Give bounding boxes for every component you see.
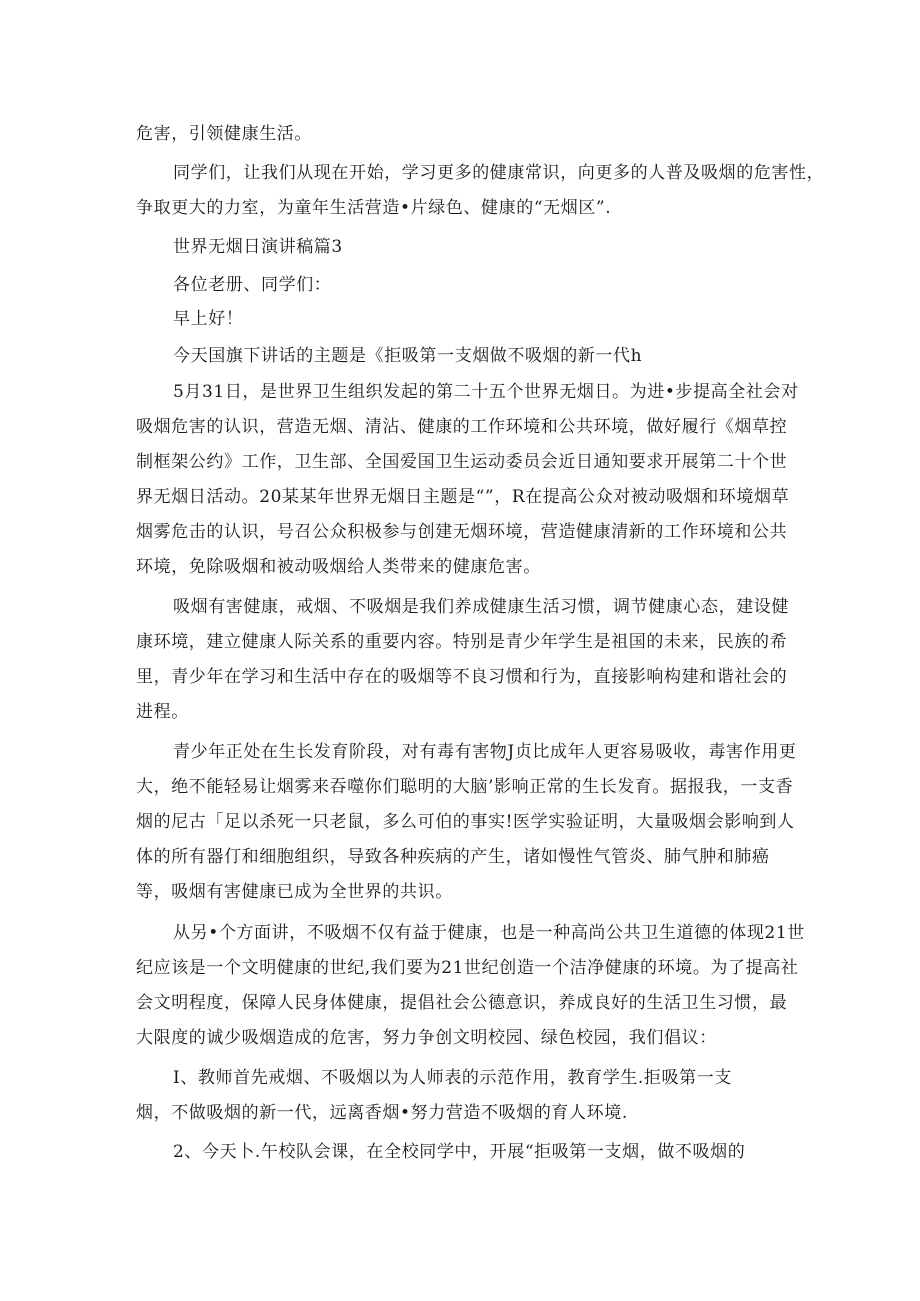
text-line: 吸烟有害健康，戒烟、不吸烟是我们养成健康生活习惯，调节健康心态，建设健 bbox=[173, 597, 789, 617]
section-heading: 世界无烟日演讲稿篇3 bbox=[173, 237, 343, 257]
text-line: 进程。 bbox=[136, 702, 189, 722]
text-line: 等，吸烟有害健康已成为全世界的共识。 bbox=[136, 882, 453, 902]
text-line: 大限度的诚少吸烟造成的危害，努力争创文明校园、绿色校园，我们倡议： bbox=[136, 1028, 717, 1048]
text-line: 今天国旗下讲话的主题是《拒吸第一支烟做不吸烟的新一代h bbox=[173, 346, 643, 366]
text-line: 环境，免除吸烟和被动吸烟给人类带来的健康危害。 bbox=[136, 557, 541, 577]
list-item-text: I、教师首先戒烟、不吸烟以为人师表的示范作用，教育学生.拒吸第一支 bbox=[173, 1068, 732, 1088]
text-line: 烟的尼古「足以杀死一只老鼠，多么可伯的事实!医学实验证明，大量吸烟会影响到人 bbox=[136, 812, 795, 832]
text-line: 康环境，建立健康人际关系的重要内容。特别是青少年学生是祖国的未来，民族的希 bbox=[136, 632, 788, 652]
text-line: 同学们，让我们从现在开始，学习更多的健康常识，向更多的人普及吸烟的危害性， bbox=[173, 163, 825, 183]
text-line: 制框架公约》工作，卫生部、全国爱国卫生运动委员会近日通知要求开展第二十个世 bbox=[136, 452, 788, 472]
text-line: 纪应该是一个文明健康的世纪,我们要为21世纪创造一个洁净健康的环境。为了提高社 bbox=[136, 958, 799, 978]
text-line: 会文明程度，保障人民身体健康，提倡社会公德意识，养成良好的生活卫生习惯，最 bbox=[136, 993, 788, 1013]
text-line: 里，青少年在学习和生活中存在的吸烟等不良习惯和行为，直接影响构建和谐社会的 bbox=[136, 667, 788, 687]
text-line: 体的所有器仃和细胞组织，导致各种疾病的产生，诸如慢性气管炎、肺气肿和肺癌 bbox=[136, 847, 770, 867]
list-item-text: 烟，不做吸烟的新一代，远离香烟•努力营造不吸烟的育人环境. bbox=[136, 1103, 628, 1123]
text-line: 从另•个方面讲，不吸烟不仅有益于健康，也是一种高尚公共卫生道德的体现21世 bbox=[173, 923, 805, 943]
salutation: 各位老册、同学们： bbox=[173, 275, 332, 295]
text-line: 青少年正处在生长发育阶段，对有毒有害物J贞比成年人更容易吸收，毒害作用更 bbox=[173, 742, 797, 762]
text-line: 争取更大的力室，为童年生活营造•片绿色、健康的“无烟区”. bbox=[136, 198, 612, 218]
greeting: 早上好！ bbox=[173, 309, 244, 329]
text-line: 5月31日，是世界卫生组织发起的第二十五个世界无烟日。为进•步提高全社会对 bbox=[173, 382, 799, 402]
text-line: 大，绝不能轻易让烟雾来吞噬你们聪明的大脑’影响正常的生长发育。据报我，一支香 bbox=[136, 777, 794, 797]
text-line: 烟雾危击的认识，号召公众积极参与创建无烟环境，营造健康清新的工作环境和公共 bbox=[136, 522, 788, 542]
text-line: 吸烟危害的认识，营造无烟、清沾、健康的工作环境和公共环境，做好履行《烟草控 bbox=[136, 417, 788, 437]
list-item-text: 2、今天卜.午校队会课，在全校同学中，开展“拒吸第一支烟，做不吸烟的 bbox=[173, 1142, 746, 1162]
text-line: 界无烟日活动。20某某年世界无烟日主题是“”，R在提高公众对被动吸烟和环境烟草 bbox=[136, 487, 790, 507]
text-line: 危害，引领健康生活。 bbox=[136, 124, 312, 144]
